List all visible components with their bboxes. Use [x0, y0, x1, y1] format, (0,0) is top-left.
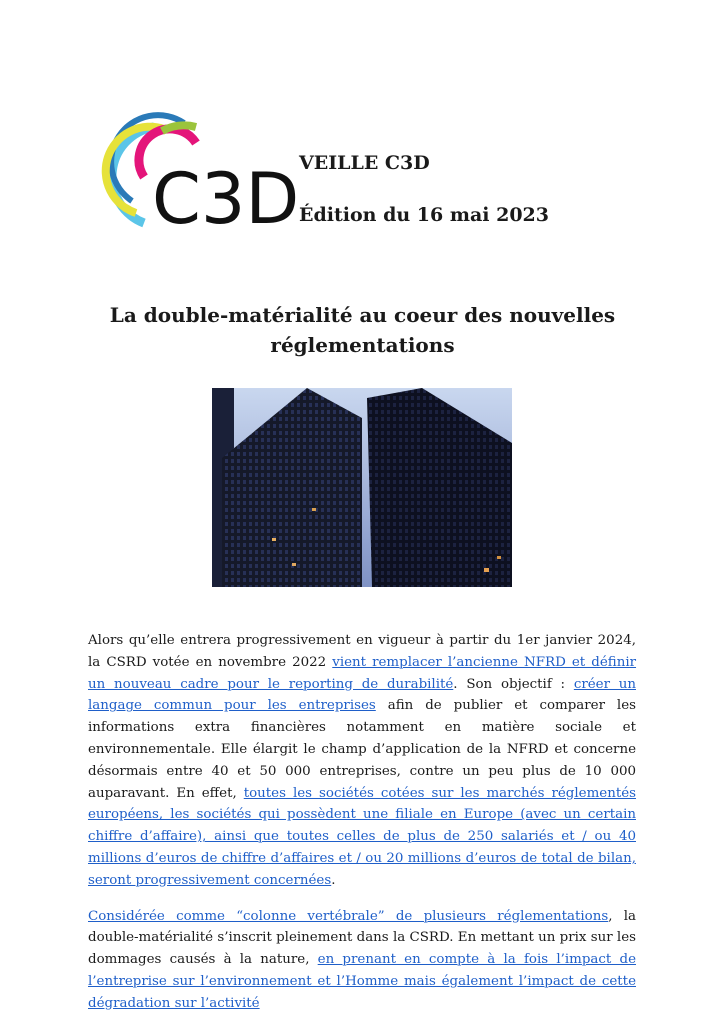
- paragraph-2: Considérée comme “colonne vertébrale” de plusieurs réglementations, la double-matérialité s’inscrit pleinement dans la CSRD. En mettant un prix sur les dommages causés à la nature, en prenant en compte à la fois l’impact de l’entreprise sur l’environnement et l’Homme mais également l’impact de cette dégradation sur l’activité: [88, 908, 636, 1011]
- link-colonne-vertebrale[interactable]: Considérée comme “colonne vertébrale” de plusieurs réglementations: [88, 908, 609, 924]
- article-body: [88, 630, 636, 1029]
- link-langage-commun[interactable]: créer un langage commun pour les entreprises: [88, 676, 636, 714]
- paragraph-1: Alors qu’elle entrera progressivement en vigueur à partir du 1er janvier 2024, la CSRD votée en novembre 2022 vient remplacer l’ancienne NFRD et définir un nouveau cadre pour le reporting de durabilité. Son objectif : créer un langage commun pour les entreprises afin de publier et comparer les informations extra financières notamment en matière sociale et environnementale. Elle élargit le champ d’application de la NFRD et concerne désormais entre 40 et 50 000 entreprises, contre un peu plus de 10 000 auparavant. En effet, toutes les sociétés cotées sur les marchés réglementés européens, les sociétés qui possèdent une filiale en Europe (avec un certain chiffre d’affaire), ainsi que toutes celles de plus de 250 salariés et / ou 40 millions d’euros de chiffre d’affaires et / ou 20 millions d’euros de total de bilan, seront progressivement concernées.: [88, 633, 637, 888]
- header-title: VEILLE C3D: [299, 152, 430, 174]
- c3d-logo: [92, 105, 300, 245]
- skyscrapers-photo: [212, 388, 512, 587]
- header: [299, 150, 549, 254]
- link-impact[interactable]: en prenant en compte à la fois l’impact de l’entreprise sur l’environnement et l’Homme mais également l’impact de cette dégradation sur l’activité: [88, 952, 636, 1011]
- article-headline: La double-matérialité au coeur des nouvelles réglementations: [109, 303, 616, 357]
- link-nfrd[interactable]: vient remplacer l’ancienne NFRD et définir un nouveau cadre pour le reporting de durabilité: [88, 654, 637, 692]
- link-societes-concernees[interactable]: toutes les sociétés cotées sur les marchés réglementés européens, les sociétés qui possèdent une filiale en Europe (avec un certain chiffre d’affaire), ainsi que toutes celles de plus de 250 salariés et / ou 40 millions d’euros de chiffre d’affaires et / ou 20 millions d’euros de total de bilan, seront progressivement concernées: [88, 785, 636, 888]
- header-edition: Édition du 16 mai 2023: [299, 204, 549, 226]
- logo-text: C3D: [152, 158, 300, 240]
